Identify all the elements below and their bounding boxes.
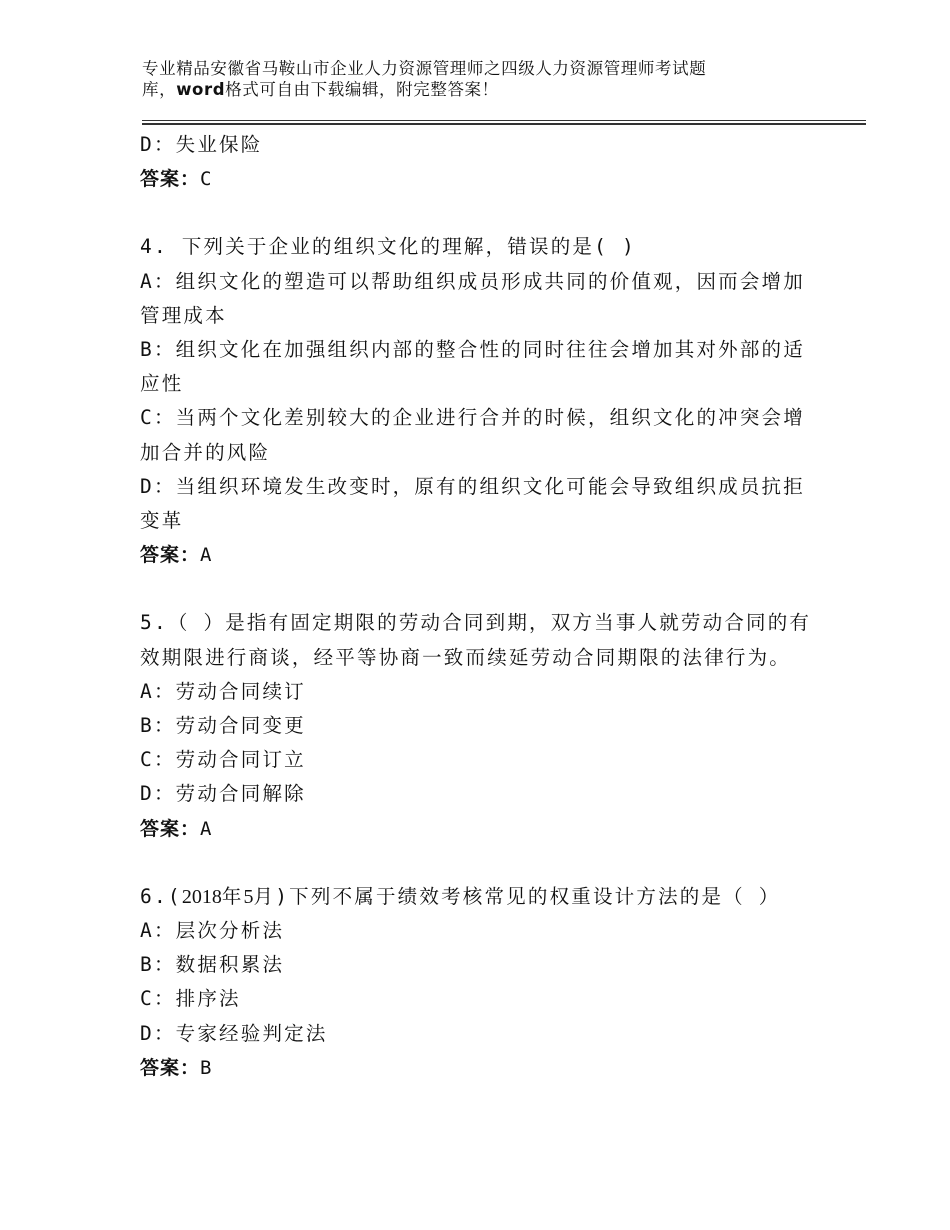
- q4-answer: [140, 538, 810, 572]
- q6-stem-mid1: 年: [221, 884, 244, 908]
- q6-stem-month: 5: [243, 885, 254, 908]
- q3-answer: [140, 162, 810, 196]
- header-line2-pre: 库，: [142, 80, 177, 99]
- q5-option-d: D：劳动合同解除: [140, 782, 306, 806]
- q4-stem: 4. 下列关于企业的组织文化的理解，错误的是( ): [140, 235, 636, 259]
- q3-answer-value: C: [200, 168, 213, 191]
- question-6: [140, 880, 810, 1085]
- document-header: [142, 58, 842, 100]
- q5-option-b: B：劳动合同变更: [140, 714, 306, 738]
- spacer: [140, 846, 810, 880]
- header-title-line-1: 专业精品安徽省马鞍山市企业人力资源管理师之四级人力资源管理师考试题: [142, 59, 707, 78]
- header-divider-thin: [142, 120, 866, 121]
- q5-option-a: A：劳动合同续订: [140, 679, 306, 703]
- q5-answer: [140, 812, 810, 846]
- header-line2-post: 格式可自由下载编辑，附完整答案！: [225, 80, 499, 99]
- spacer: [140, 196, 810, 230]
- q4-option-c-line-2: 加合并的风险: [140, 440, 271, 464]
- q5-stem-line-1: 5.（ ）是指有固定期限的劳动合同到期，双方当事人就劳动合同的有: [140, 611, 812, 635]
- q6-stem-mid2: 月)下列不属于绩效考核常见的权重设计方法的是（ ）: [253, 884, 781, 908]
- q6-option-b: B：数据积累法: [140, 953, 285, 977]
- q4-option-d-line-2: 变革: [140, 509, 184, 533]
- question-list: [140, 128, 810, 1085]
- q5-answer-label: 答案：: [140, 817, 201, 840]
- q6-stem-year: 2018: [181, 885, 222, 908]
- q6-answer-label: 答案：: [140, 1056, 201, 1079]
- spacer: [140, 572, 810, 606]
- q6-stem-pre: 6.(: [140, 884, 182, 908]
- q3-option-d: D：失业保险: [140, 133, 263, 156]
- q4-answer-value: A: [200, 544, 213, 567]
- q6-answer: [140, 1051, 810, 1085]
- q6-stem: [140, 880, 810, 914]
- q5-answer-value: A: [200, 817, 213, 840]
- q4-option-b-line-2: 应性: [140, 372, 184, 396]
- q4-option-a-line-2: 管理成本: [140, 303, 227, 327]
- q4-option-a-line-1: A：组织文化的塑造可以帮助组织成员形成共同的价值观，因而会增加: [140, 269, 805, 293]
- q3-answer-label: 答案：: [140, 168, 201, 191]
- q6-answer-value: B: [200, 1056, 213, 1079]
- q4-option-b-line-1: B：组织文化在加强组织内部的整合性的同时往往会增加其对外部的适: [140, 338, 805, 362]
- q6-option-c: C：排序法: [140, 987, 241, 1011]
- question-5: [140, 606, 810, 845]
- header-title-line-2: [142, 79, 842, 100]
- question-4: [140, 230, 810, 572]
- q4-option-c-line-1: C：当两个文化差别较大的企业进行合并的时候，组织文化的冲突会增: [140, 406, 805, 430]
- q4-option-d-line-1: D：当组织环境发生改变时，原有的组织文化可能会导致组织成员抗拒: [140, 474, 805, 498]
- q5-stem-line-2: 效期限进行商谈，经平等协商一致而续延劳动合同期限的法律行为。: [140, 645, 792, 669]
- q5-option-c: C：劳动合同订立: [140, 748, 306, 772]
- q6-option-d: D：专家经验判定法: [140, 1021, 328, 1045]
- header-word-label: word: [176, 80, 226, 99]
- q4-answer-label: 答案：: [140, 544, 201, 567]
- q6-option-a: A：层次分析法: [140, 919, 285, 943]
- question-3: [140, 128, 810, 196]
- header-divider-thick: [142, 123, 866, 125]
